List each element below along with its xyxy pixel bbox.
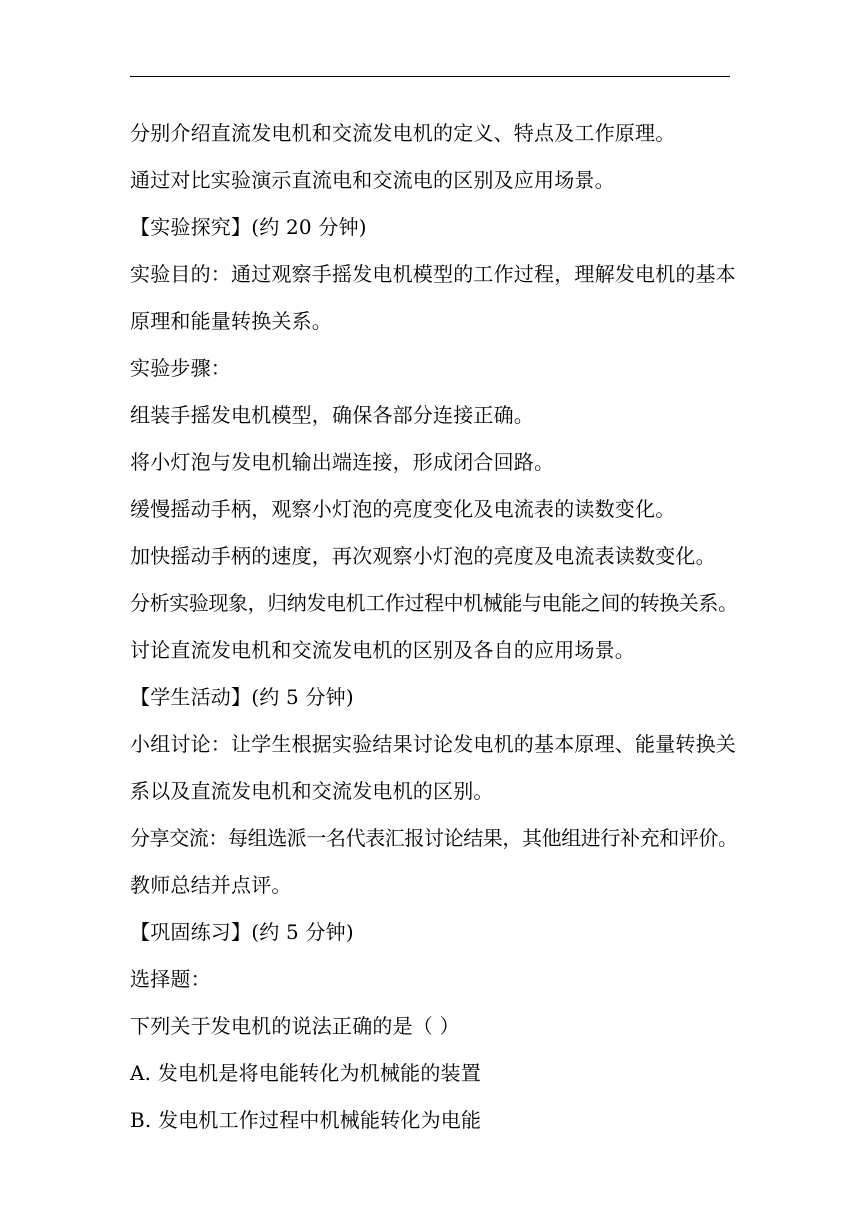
- section-heading: 【学生活动】(约 5 分钟): [130, 685, 354, 709]
- option-a: A. 发电机是将电能转化为机械能的装置: [130, 1061, 481, 1085]
- paragraph-line: 教师总结并点评。: [130, 873, 292, 897]
- paragraph-line: 通过对比实验演示直流电和交流电的区别及应用场景。: [130, 168, 615, 192]
- paragraph-line: 选择题：: [130, 967, 211, 991]
- paragraph-line: 原理和能量转换关系。: [130, 309, 332, 333]
- document-body: [130, 110, 750, 1144]
- question-stem: 下列关于发电机的说法正确的是（ ）: [130, 1014, 460, 1038]
- list-item: 加快摇动手柄的速度，再次观察小灯泡的亮度及电流表读数变化。: [130, 544, 716, 568]
- list-item: 讨论直流发电机和交流发电机的区别及各自的应用场景。: [130, 638, 635, 662]
- paragraph-line: 实验目的：通过观察手摇发电机模型的工作过程，理解发电机的基本: [130, 262, 736, 286]
- paragraph-line: 系以及直流发电机和交流发电机的区别。: [130, 779, 494, 803]
- paragraph-line: 分别介绍直流发电机和交流发电机的定义、特点及工作原理。: [130, 121, 676, 145]
- section-heading: 【巩固练习】(约 5 分钟): [130, 920, 354, 944]
- option-b: B. 发电机工作过程中机械能转化为电能: [130, 1108, 482, 1132]
- list-item: 分析实验现象，归纳发电机工作过程中机械能与电能之间的转换关系。: [130, 591, 738, 615]
- paragraph-line: 分享交流：每组选派一名代表汇报讨论结果，其他组进行补充和评价。: [130, 826, 738, 850]
- list-item: 组装手摇发电机模型，确保各部分连接正确。: [130, 403, 534, 427]
- paragraph-line: 小组讨论：让学生根据实验结果讨论发电机的基本原理、能量转换关: [130, 732, 736, 756]
- list-item: 将小灯泡与发电机输出端连接，形成闭合回路。: [130, 450, 555, 474]
- paragraph-line: 实验步骤：: [130, 356, 231, 380]
- section-heading: 【实验探究】(约 20 分钟): [130, 215, 367, 239]
- list-item: 缓慢摇动手柄，观察小灯泡的亮度变化及电流表的读数变化。: [130, 497, 676, 521]
- header-rule: [130, 76, 730, 77]
